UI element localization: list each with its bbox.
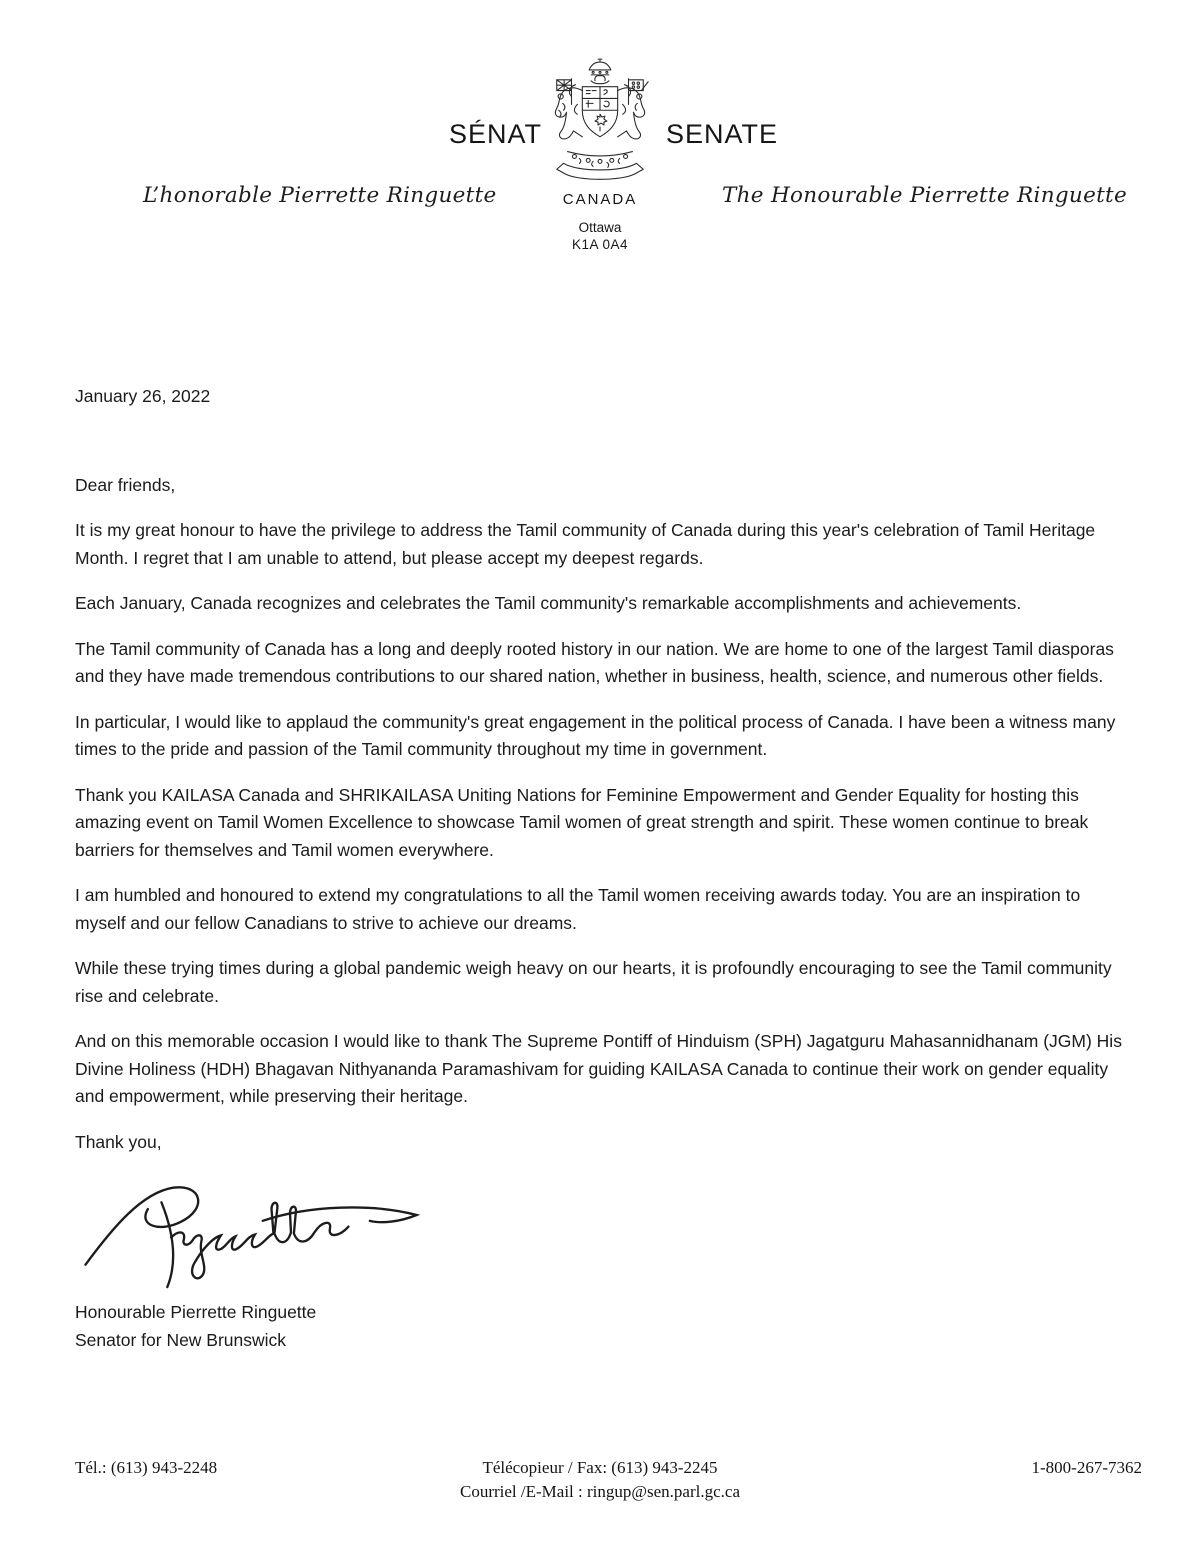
phone-number: Tél.: (613) 943-2248: [75, 1458, 218, 1477]
handwritten-signature: [75, 1177, 431, 1289]
footer-center-block: [300, 1458, 900, 1506]
letter-date: January 26, 2022: [75, 386, 211, 406]
signature-block: [75, 1299, 1131, 1354]
canada-coat-of-arms-icon: [542, 57, 658, 193]
closing: Thank you,: [75, 1131, 162, 1152]
letter-paragraph: Each January, Canada recognizes and celebrates the Tamil community's remarkable accomplishments and achievements.: [75, 593, 1022, 613]
toll-free-number: 1-800-267-7362: [1031, 1458, 1142, 1477]
letter-paragraph: In particular, I would like to applaud the community's great engagement in the political process of Canada. I have been a witness many times to the pride and passion of the Tamil community throughout my time in government.: [75, 711, 1116, 759]
crest-country-label: CANADA: [562, 191, 638, 208]
letter-paragraph: While these trying times during a global pandemic weigh heavy on our hearts, it is profoundly encouraging to see the Tamil community rise and celebrate.: [75, 958, 1112, 1006]
letter-paragraph: Thank you KAILASA Canada and SHRIKAILASA Uniting Nations for Feminine Empowerment and Gender Equality for hosting this amazing event on Tamil Women Excellence to showcase Tamil women of great strength and spirit. These women continue to break barriers for themselves and Tamil women everywhere.: [75, 784, 1089, 860]
postal-code-label: K1A 0A4: [571, 237, 629, 252]
letter-body: [75, 383, 1131, 1354]
senat-label: SÉNAT: [449, 119, 543, 149]
sender-name-english: The Honourable Pierrette Ringuette: [722, 183, 1127, 208]
senate-label: SENATE: [666, 119, 779, 149]
letter-paragraph: And on this memorable occasion I would like to thank The Supreme Pontiff of Hinduism (SPH) Jagatguru Mahasannidhanam (JGM) His Divine Holiness (HDH) Bhagavan Nithyananda Paramashivam for guiding KAILASA Canada to continue their work on gender equality and empowerment, while preserving their heritage.: [75, 1031, 1122, 1106]
signer-name: Honourable Pierrette Ringuette: [75, 1302, 317, 1322]
sender-name-french: L’honorable Pierrette Ringuette: [143, 183, 497, 208]
city-label: Ottawa: [578, 220, 622, 235]
signer-title: Senator for New Brunswick: [75, 1329, 287, 1350]
email-address: Courriel /E-Mail : ringup@sen.parl.gc.ca: [459, 1482, 741, 1501]
letter-paragraph: I am humbled and honoured to extend my congratulations to all the Tamil women receiving awards today. You are an inspiration to myself and our fellow Canadians to strive to achieve our dreams.: [75, 885, 1081, 933]
letter-paragraph: The Tamil community of Canada has a long and deeply rooted history in our nation. We are home to one of the largest Tamil diasporas and they have made tremendous contributions to our shared nation, whether in business, health, science, and numerous other fields.: [75, 638, 1114, 686]
salutation: Dear friends,: [75, 474, 176, 495]
fax-number: Télécopieur / Fax: (613) 943-2245: [482, 1458, 718, 1477]
letter-paragraph: It is my great honour to have the privilege to address the Tamil community of Canada during this year's celebration of Tamil Heritage Month. I regret that I am unable to attend, but please accept my deepest regards.: [75, 520, 1096, 568]
